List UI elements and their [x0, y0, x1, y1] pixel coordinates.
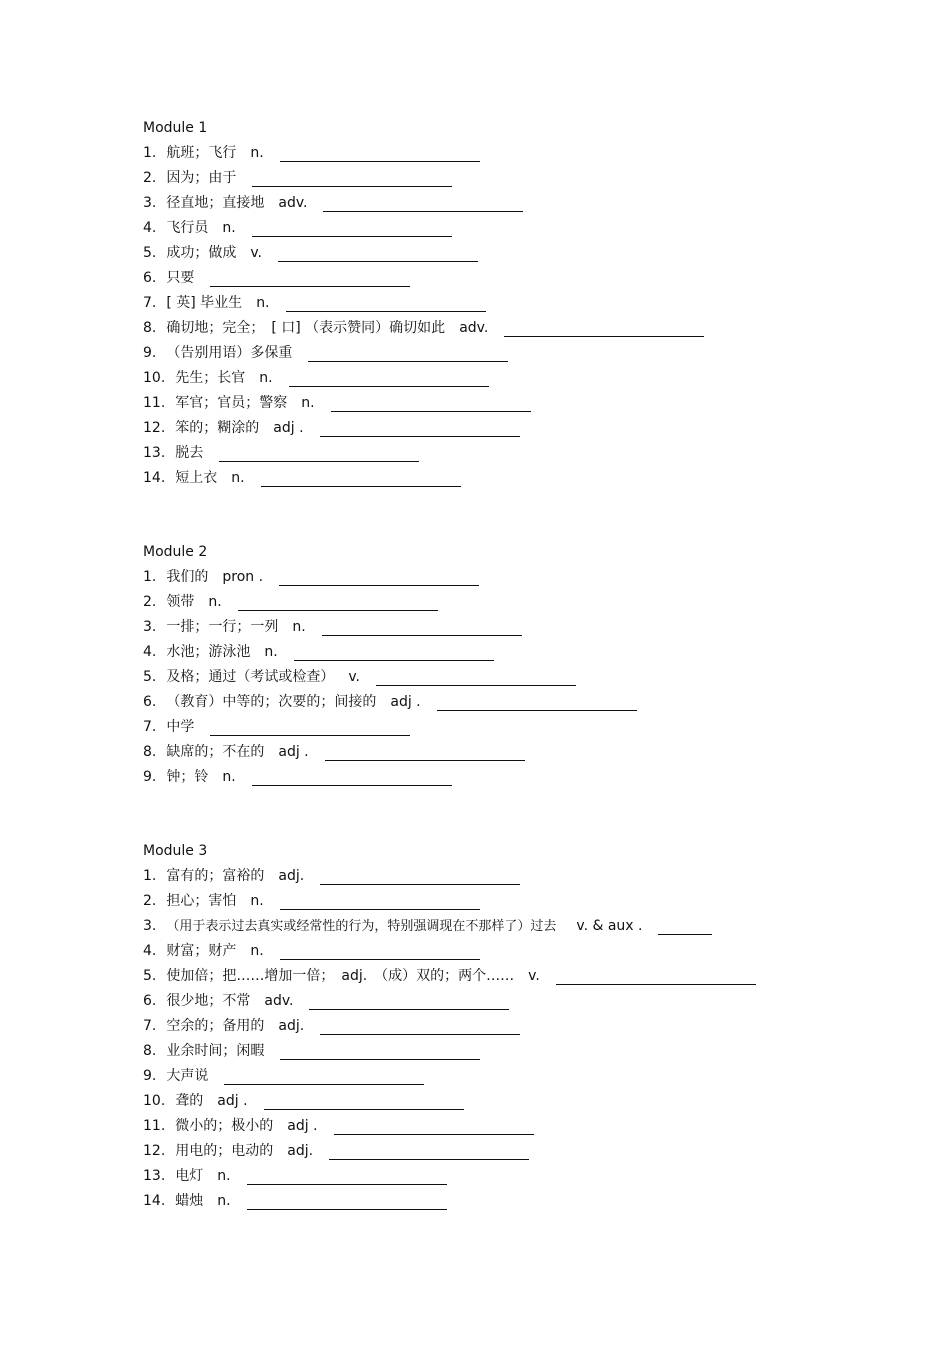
item-number: 5.: [143, 968, 157, 984]
answer-blank[interactable]: [309, 993, 509, 1010]
part-of-speech: n.: [264, 644, 278, 660]
item-definition: 用电的；电动的: [175, 1143, 274, 1159]
answer-blank[interactable]: [331, 395, 531, 412]
part-of-speech: adv.: [459, 320, 489, 336]
item-definition: 中学: [166, 719, 195, 735]
answer-blank[interactable]: [504, 320, 704, 337]
module-2-section: [143, 540, 637, 790]
vocab-item: [143, 266, 704, 291]
vocab-item: [143, 341, 704, 366]
vocab-item: [143, 640, 637, 665]
answer-blank[interactable]: [376, 669, 576, 686]
part-of-speech: n.: [217, 1168, 231, 1184]
part-of-speech: adj .: [390, 694, 421, 710]
vocab-item: [143, 715, 637, 740]
part-of-speech: n.: [222, 769, 236, 785]
item-definition: （用于表示过去真实或经常性的行为，特别强调现在不那样了）过去: [166, 919, 557, 934]
vocab-item: [143, 1014, 756, 1039]
vocab-item: [143, 191, 704, 216]
vocab-item: [143, 316, 704, 341]
item-definition: 业余时间；闲暇: [166, 1043, 265, 1059]
item-definition: 先生；长官: [175, 370, 246, 386]
vocab-item: [143, 1114, 756, 1139]
vocab-item: [143, 1089, 756, 1114]
answer-blank[interactable]: [280, 893, 480, 910]
item-number: 11.: [143, 1118, 166, 1134]
item-definition: 因为；由于: [166, 170, 237, 186]
item-definition: 成功；做成: [166, 245, 237, 261]
vocab-item: [143, 590, 637, 615]
part-of-speech: n.: [301, 395, 315, 411]
part-of-speech: adj .: [273, 420, 304, 436]
vocab-item: [143, 291, 704, 316]
item-definition: 财富；财产: [166, 943, 237, 959]
item-definition: （告别用语）多保重: [166, 345, 293, 361]
part-of-speech: v. & aux .: [576, 918, 643, 934]
item-number: 10.: [143, 1093, 166, 1109]
part-of-speech: n.: [256, 295, 270, 311]
item-number: 8.: [143, 320, 157, 336]
vocab-item: [143, 665, 637, 690]
answer-blank[interactable]: [280, 145, 480, 162]
item-number: 2.: [143, 594, 157, 610]
item-definition: 笨的；糊涂的: [175, 420, 260, 436]
answer-blank[interactable]: [286, 295, 486, 312]
item-number: 5.: [143, 669, 157, 685]
item-definition: 电灯: [175, 1168, 204, 1184]
answer-blank[interactable]: [224, 1068, 424, 1085]
module-title: Module 2: [143, 544, 208, 560]
answer-blank[interactable]: [210, 719, 410, 736]
item-number: 14.: [143, 1193, 166, 1209]
answer-blank[interactable]: [238, 594, 438, 611]
item-number: 2.: [143, 170, 157, 186]
item-definition: 航班；飞行: [166, 145, 237, 161]
vocab-item: [143, 615, 637, 640]
part-of-speech: adj .: [217, 1093, 248, 1109]
answer-blank[interactable]: [252, 769, 452, 786]
vocab-item: [143, 565, 637, 590]
item-definition: 短上衣: [175, 470, 218, 486]
item-number: 4.: [143, 644, 157, 660]
part-of-speech: n.: [259, 370, 273, 386]
part-of-speech: v.: [250, 245, 263, 261]
answer-blank[interactable]: [322, 619, 522, 636]
vocab-item: [143, 1064, 756, 1089]
item-number: 6.: [143, 270, 157, 286]
item-definition: 只要: [166, 270, 195, 286]
answer-blank[interactable]: [294, 644, 494, 661]
item-number: 13.: [143, 1168, 166, 1184]
vocab-item: [143, 1039, 756, 1064]
answer-blank[interactable]: [320, 868, 520, 885]
answer-blank[interactable]: [658, 918, 712, 935]
item-number: 13.: [143, 445, 166, 461]
vocab-item: [143, 765, 637, 790]
vocab-item: [143, 216, 704, 241]
part-of-speech: adj .: [287, 1118, 318, 1134]
answer-blank[interactable]: [280, 1043, 480, 1060]
answer-blank[interactable]: [210, 270, 410, 287]
part-of-speech: adj .: [278, 744, 309, 760]
vocab-item: [143, 466, 704, 491]
part-of-speech: n.: [231, 470, 245, 486]
item-number: 5.: [143, 245, 157, 261]
item-definition: 我们的: [166, 569, 209, 585]
vocab-item: [143, 1164, 756, 1189]
item-definition: 使加倍；把……增加一倍； adj. （成）双的；两个……: [166, 968, 515, 984]
item-number: 10.: [143, 370, 166, 386]
answer-blank[interactable]: [325, 744, 525, 761]
vocab-item: [143, 740, 637, 765]
part-of-speech: v.: [348, 669, 361, 685]
item-number: 2.: [143, 893, 157, 909]
part-of-speech: v.: [528, 968, 540, 984]
vocab-item: [143, 964, 756, 989]
vocab-item: [143, 939, 756, 964]
answer-blank[interactable]: [278, 245, 478, 262]
vocab-item: [143, 441, 704, 466]
item-definition: 领带: [166, 594, 195, 610]
part-of-speech: n.: [250, 145, 264, 161]
item-number: 6.: [143, 694, 157, 710]
item-definition: 蜡烛: [175, 1193, 204, 1209]
item-number: 1.: [143, 569, 157, 585]
item-number: 8.: [143, 744, 157, 760]
item-definition: 大声说: [166, 1068, 209, 1084]
answer-blank[interactable]: [289, 370, 489, 387]
item-definition: 富有的；富裕的: [166, 868, 265, 884]
part-of-speech: adj.: [278, 868, 305, 884]
item-number: 4.: [143, 943, 157, 959]
item-definition: 很少地；不常: [166, 993, 251, 1009]
item-definition: 微小的；极小的: [175, 1118, 274, 1134]
item-definition: 一排；一行；一列: [166, 619, 279, 635]
item-number: 3.: [143, 918, 157, 934]
item-number: 1.: [143, 868, 157, 884]
part-of-speech: adv.: [278, 195, 308, 211]
vocab-item: [143, 366, 704, 391]
vocab-item: [143, 1189, 756, 1214]
part-of-speech: n.: [250, 943, 264, 959]
answer-blank[interactable]: [437, 694, 637, 711]
item-number: 7.: [143, 295, 157, 311]
module-title: Module 3: [143, 843, 208, 859]
vocab-item: [143, 889, 756, 914]
answer-blank[interactable]: [323, 195, 523, 212]
vocab-item: [143, 241, 704, 266]
item-definition: 水池；游泳池: [166, 644, 251, 660]
answer-blank[interactable]: [334, 1118, 534, 1135]
item-number: 7.: [143, 1018, 157, 1034]
item-number: 12.: [143, 420, 166, 436]
vocab-item: [143, 989, 756, 1014]
vocab-item: [143, 166, 704, 191]
item-number: 6.: [143, 993, 157, 1009]
part-of-speech: n.: [292, 619, 306, 635]
item-definition: 空余的；备用的: [166, 1018, 265, 1034]
answer-blank[interactable]: [280, 943, 480, 960]
item-definition: 钟；铃: [166, 769, 209, 785]
module-title: Module 1: [143, 120, 208, 136]
item-number: 11.: [143, 395, 166, 411]
item-number: 3.: [143, 195, 157, 211]
item-number: 3.: [143, 619, 157, 635]
answer-blank[interactable]: [279, 569, 479, 586]
answer-blank[interactable]: [252, 170, 452, 187]
part-of-speech: pron .: [222, 569, 264, 585]
answer-blank[interactable]: [329, 1143, 529, 1160]
item-definition: 飞行员: [166, 220, 209, 236]
part-of-speech: adj.: [278, 1018, 305, 1034]
answer-blank[interactable]: [247, 1193, 447, 1210]
part-of-speech: n.: [250, 893, 264, 909]
item-number: 14.: [143, 470, 166, 486]
item-definition: 径直地；直接地: [166, 195, 265, 211]
item-definition: [ 英] 毕业生: [166, 295, 243, 311]
answer-blank[interactable]: [320, 420, 520, 437]
answer-blank[interactable]: [320, 1018, 520, 1035]
item-number: 7.: [143, 719, 157, 735]
module-1-section: [143, 116, 704, 491]
vocab-item: [143, 391, 704, 416]
item-number: 8.: [143, 1043, 157, 1059]
vocab-item: [143, 690, 637, 715]
item-definition: 脱去: [175, 445, 204, 461]
answer-blank[interactable]: [252, 220, 452, 237]
vocab-item: [143, 914, 756, 939]
item-definition: 确切地；完全； [ 口] （表示赞同）确切如此: [166, 320, 446, 336]
module-3-section: [143, 839, 756, 1214]
part-of-speech: adj.: [287, 1143, 314, 1159]
item-definition: （教育）中等的；次要的；间接的: [166, 694, 377, 710]
answer-blank[interactable]: [247, 1168, 447, 1185]
item-definition: 缺席的；不在的: [166, 744, 265, 760]
part-of-speech: n.: [208, 594, 222, 610]
item-definition: 聋的: [175, 1093, 204, 1109]
answer-blank[interactable]: [264, 1093, 464, 1110]
answer-blank[interactable]: [261, 470, 461, 487]
answer-blank[interactable]: [219, 445, 419, 462]
item-number: 9.: [143, 1068, 157, 1084]
vocab-item: [143, 1139, 756, 1164]
part-of-speech: n.: [222, 220, 236, 236]
item-number: 9.: [143, 345, 157, 361]
item-definition: 及格；通过（考试或检查）: [166, 669, 335, 685]
answer-blank[interactable]: [556, 968, 756, 985]
item-number: 4.: [143, 220, 157, 236]
part-of-speech: adv.: [264, 993, 294, 1009]
answer-blank[interactable]: [308, 345, 508, 362]
vocab-item: [143, 141, 704, 166]
item-number: 12.: [143, 1143, 166, 1159]
item-definition: 担心；害怕: [166, 893, 237, 909]
vocab-item: [143, 416, 704, 441]
item-definition: 军官；官员；警察: [175, 395, 288, 411]
vocab-item: [143, 864, 756, 889]
item-number: 1.: [143, 145, 157, 161]
part-of-speech: n.: [217, 1193, 231, 1209]
item-number: 9.: [143, 769, 157, 785]
